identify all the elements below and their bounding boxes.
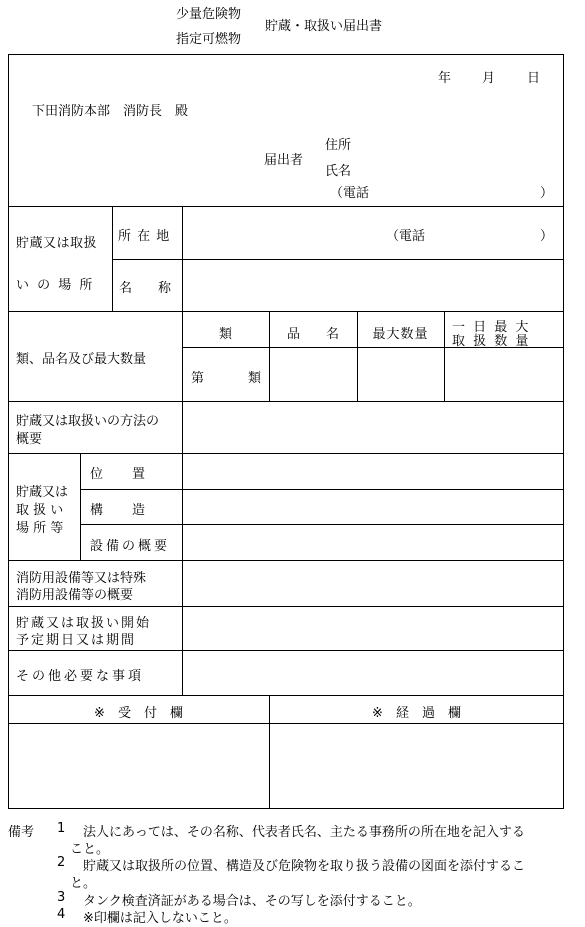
facility-group-label-2: 取 扱 い <box>16 503 64 518</box>
form-title: 貯蔵・取扱い届出書 <box>265 19 383 34</box>
location-phone-close: ） <box>540 229 554 244</box>
note-2-text: 貯蔵又は取扱所の位置、構造及び危険物を取り扱う設備の図面を添付するこ <box>83 859 526 874</box>
notes-heading: 備考 <box>8 825 35 840</box>
col-item-header: 品 名 <box>286 327 339 342</box>
note-1-text: 法人にあっては、その名称、代表者氏名、主たる事務所の所在地を記入する <box>83 825 525 840</box>
location-group-label-1: 貯蔵又は取扱 <box>16 236 98 251</box>
date-month: 月 <box>482 71 496 86</box>
notifier-name-label: 氏名 <box>325 164 352 179</box>
col-daily-header-2: 取 扱 数 量 <box>452 334 531 349</box>
method-label-1: 貯蔵又は取扱いの方法の <box>16 414 160 429</box>
note-3-text: タンク検査済証がある場合は、その写しを添付すること。 <box>83 894 421 909</box>
class-prefix: 第 <box>191 371 205 386</box>
location-name-label: 名 称 <box>119 281 172 296</box>
note-3-num: 3 <box>57 890 66 905</box>
col-max-header: 最大数量 <box>372 327 429 342</box>
date-day: 日 <box>527 71 541 86</box>
other-label: その他必要な事項 <box>16 669 145 684</box>
notifier-address-label: 住所 <box>325 138 352 153</box>
notifier-label: 届出者 <box>264 153 304 168</box>
period-label-1: 貯蔵又は取扱い開始 <box>16 616 152 631</box>
note-2-cont: と。 <box>70 876 97 891</box>
progress-header: ※ 経 過 欄 <box>372 706 461 721</box>
facility-group-label-3: 場 所 等 <box>16 521 64 536</box>
note-4-num: 4 <box>57 907 66 922</box>
col-daily-header-1: 一 日 最 大 <box>452 320 531 335</box>
quantity-label: 類、品名及び最大数量 <box>16 352 147 367</box>
facility-structure-label: 構 造 <box>90 503 147 518</box>
location-address-label: 所 在 地 <box>118 229 171 244</box>
location-phone-open: （電話 <box>386 229 426 244</box>
notifier-phone-open: （電話 <box>330 186 370 201</box>
facility-position-label: 位 置 <box>90 467 147 482</box>
receipt-header: ※ 受 付 欄 <box>94 706 183 721</box>
note-1-cont: こと。 <box>70 842 110 857</box>
class-suffix: 類 <box>248 371 262 386</box>
method-label-2: 概要 <box>16 432 43 447</box>
date-year: 年 <box>438 71 452 86</box>
location-group-label-2: い の 場 所 <box>16 278 95 293</box>
addressee: 下田消防本部 消防長 殿 <box>32 104 189 119</box>
kind-line-1: 少量危険物 <box>176 7 242 22</box>
firefighting-label-2: 消防用設備等の概要 <box>16 588 134 603</box>
col-class-header: 類 <box>218 327 232 342</box>
facility-equipment-label: 設備の概要 <box>90 539 171 554</box>
note-1-num: 1 <box>57 821 66 836</box>
facility-group-label-1: 貯蔵又は <box>16 485 69 500</box>
kind-line-2: 指定可燃物 <box>176 32 242 47</box>
notifier-phone-close: ） <box>540 186 554 201</box>
firefighting-label-1: 消防用設備等又は特殊 <box>16 571 147 586</box>
note-2-num: 2 <box>57 855 66 870</box>
period-label-2: 予定期日又は期間 <box>16 633 137 648</box>
note-4-text: ※印欄は記入しないこと。 <box>83 911 237 926</box>
